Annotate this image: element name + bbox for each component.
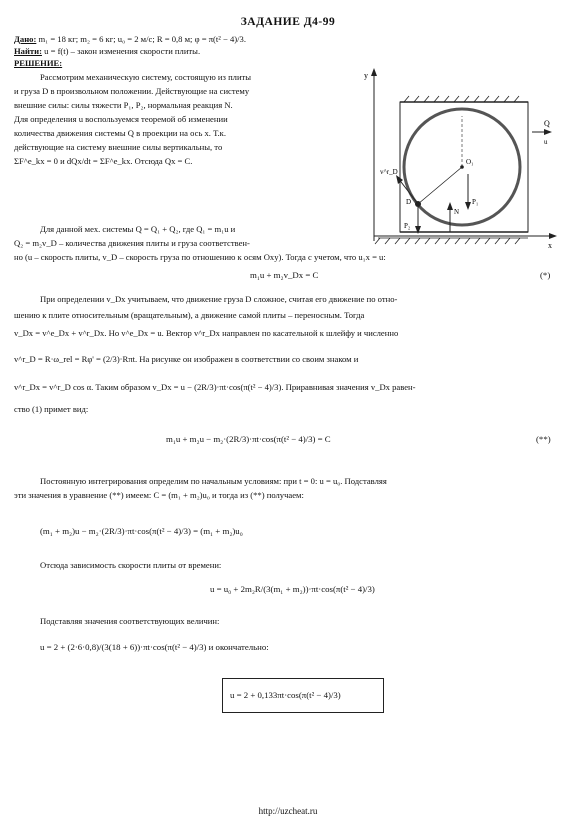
radius-line bbox=[418, 167, 462, 204]
equation-1: m₁u + m₂v_Dx = C bbox=[250, 270, 319, 280]
equation-4: u = u₀ + 2m₂R/(3(m₁ + m₂))·πt·cos(π(t² − 4)/3) bbox=[210, 584, 375, 594]
label-p2: P₂ bbox=[404, 222, 411, 230]
text-line: v_Dx = v^e_Dx + v^r_Dx. Но v^e_Dx = u. Вектор v^r_Dx направлен по касательной к шлейфу и численно bbox=[14, 328, 399, 338]
ground-hatching bbox=[375, 238, 528, 244]
text-line: и груза D в произвольном положении. Действующие на систему bbox=[14, 86, 250, 96]
label-y: y bbox=[364, 71, 368, 80]
text-line: Постоянную интегрирования определим по начальным условиям: при t = 0: u = u₀. Подставляя bbox=[40, 476, 387, 486]
text-line: внешние силы: силы тяжести P₁, P₂, нормальная реакция N. bbox=[14, 100, 233, 110]
mechanism-figure bbox=[358, 66, 558, 256]
text-line: количества движения системы Q в проекции на ось x. Т.к. bbox=[14, 128, 226, 138]
plate-hatching bbox=[400, 96, 528, 102]
p1-arrow bbox=[465, 202, 471, 210]
text-line: действующие на систему внешние силы вертикальны, то bbox=[14, 142, 223, 152]
equation-5: u = 2 + (2·6·0,8)/(3(18 + 6))·πt·cos(π(t² − 4)/3) и окончательно: bbox=[40, 642, 269, 652]
task-title: ЗАДАНИЕ Д4-99 bbox=[240, 16, 336, 28]
text-line: но (u – скорость плиты, v_D – скорость груза по отношению к осям Oxy). Тогда с учетом, что u₁x = u: bbox=[14, 252, 386, 262]
text-line: шению к плите относительным (вращательным), а движение самой плиты – переносным. Тогда bbox=[14, 310, 365, 320]
label-x: x bbox=[548, 241, 552, 250]
footer-link[interactable]: http://uzcheat.ru bbox=[258, 806, 318, 816]
text-line: Для определения u воспользуемся теоремой об изменении bbox=[14, 114, 228, 124]
find-label: Найти: bbox=[14, 46, 42, 56]
plate bbox=[400, 102, 528, 232]
text-line: Q₂ = m₂v_D – количества движения плиты и груза соответствен- bbox=[14, 238, 250, 248]
given-line bbox=[14, 34, 246, 44]
text-line: Рассмотрим механическую систему, состоящую из плиты bbox=[40, 72, 252, 82]
text-line: Для данной мех. системы Q = Q₁ + Q₂, где Q₁ = m₁u и bbox=[40, 224, 236, 234]
text-line: v^r_D = R·ω_rel = Rφ' = (2/3)·Rπt. На рисунке он изображен в соответствии со своим знаком и bbox=[14, 354, 359, 364]
text-line: Подставляя значения соответствующих величин: bbox=[40, 616, 220, 626]
given-text: m₁ = 18 кг; m₂ = 6 кг; u₀ = 2 м/с; R = 0,8 м; φ = π(t² − 4)/3. bbox=[38, 34, 246, 44]
solution-label: РЕШЕНИЕ: bbox=[14, 58, 63, 68]
final-answer: u = 2 + 0,133πt·cos(π(t² − 4)/3) bbox=[230, 690, 341, 700]
label-q: Q bbox=[544, 119, 550, 128]
equation-mark-1: (*) bbox=[540, 270, 551, 280]
y-axis-arrow bbox=[371, 68, 377, 76]
n-arrow bbox=[447, 202, 453, 210]
label-vr: v^r_D bbox=[380, 168, 398, 176]
given-label: Дано: bbox=[14, 34, 37, 44]
label-p1: P₁ bbox=[472, 198, 479, 206]
text-line: ΣF^e_kx = 0 и dQx/dt = ΣF^e_kx. Отсюда Qx = C. bbox=[14, 156, 193, 166]
equation-3: (m₁ + m₂)u − m₂·(2R/3)·πt·cos(π(t² − 4)/3) = (m₁ + m₂)u₀ bbox=[40, 526, 243, 536]
u-arrow bbox=[544, 129, 552, 135]
equation-mark-2: (**) bbox=[536, 434, 551, 444]
text-line: ство (1) примет вид: bbox=[14, 404, 89, 414]
text-line: Отсюда зависимость скорости плиты от времени: bbox=[40, 560, 222, 570]
label-u: u bbox=[544, 138, 548, 146]
equation-2: m₁u + m₂u − m₂·(2R/3)·πt·cos(π(t² − 4)/3) = C bbox=[166, 434, 331, 444]
label-d: D bbox=[406, 198, 412, 206]
text-line: v^r_Dx = v^r_D cos α. Таким образом v_Dx = u − (2R/3)·πt·cos(π(t² − 4)/3). Приравнивая значения v_Dx равен- bbox=[14, 382, 416, 392]
label-n: N bbox=[454, 208, 460, 216]
find-line bbox=[14, 46, 200, 56]
label-o: O₁ bbox=[466, 158, 474, 166]
find-text: u = f(t) – закон изменения скорости плиты. bbox=[44, 46, 201, 56]
text-line: При определении v_Dx учитываем, что движение груза D сложное, считая его движение по отно- bbox=[40, 294, 398, 304]
text-line: эти значения в уравнение (**) имеем: C = (m₁ + m₂)u₀ и тогда из (**) получаем: bbox=[14, 490, 304, 500]
x-axis-arrow bbox=[549, 233, 557, 239]
